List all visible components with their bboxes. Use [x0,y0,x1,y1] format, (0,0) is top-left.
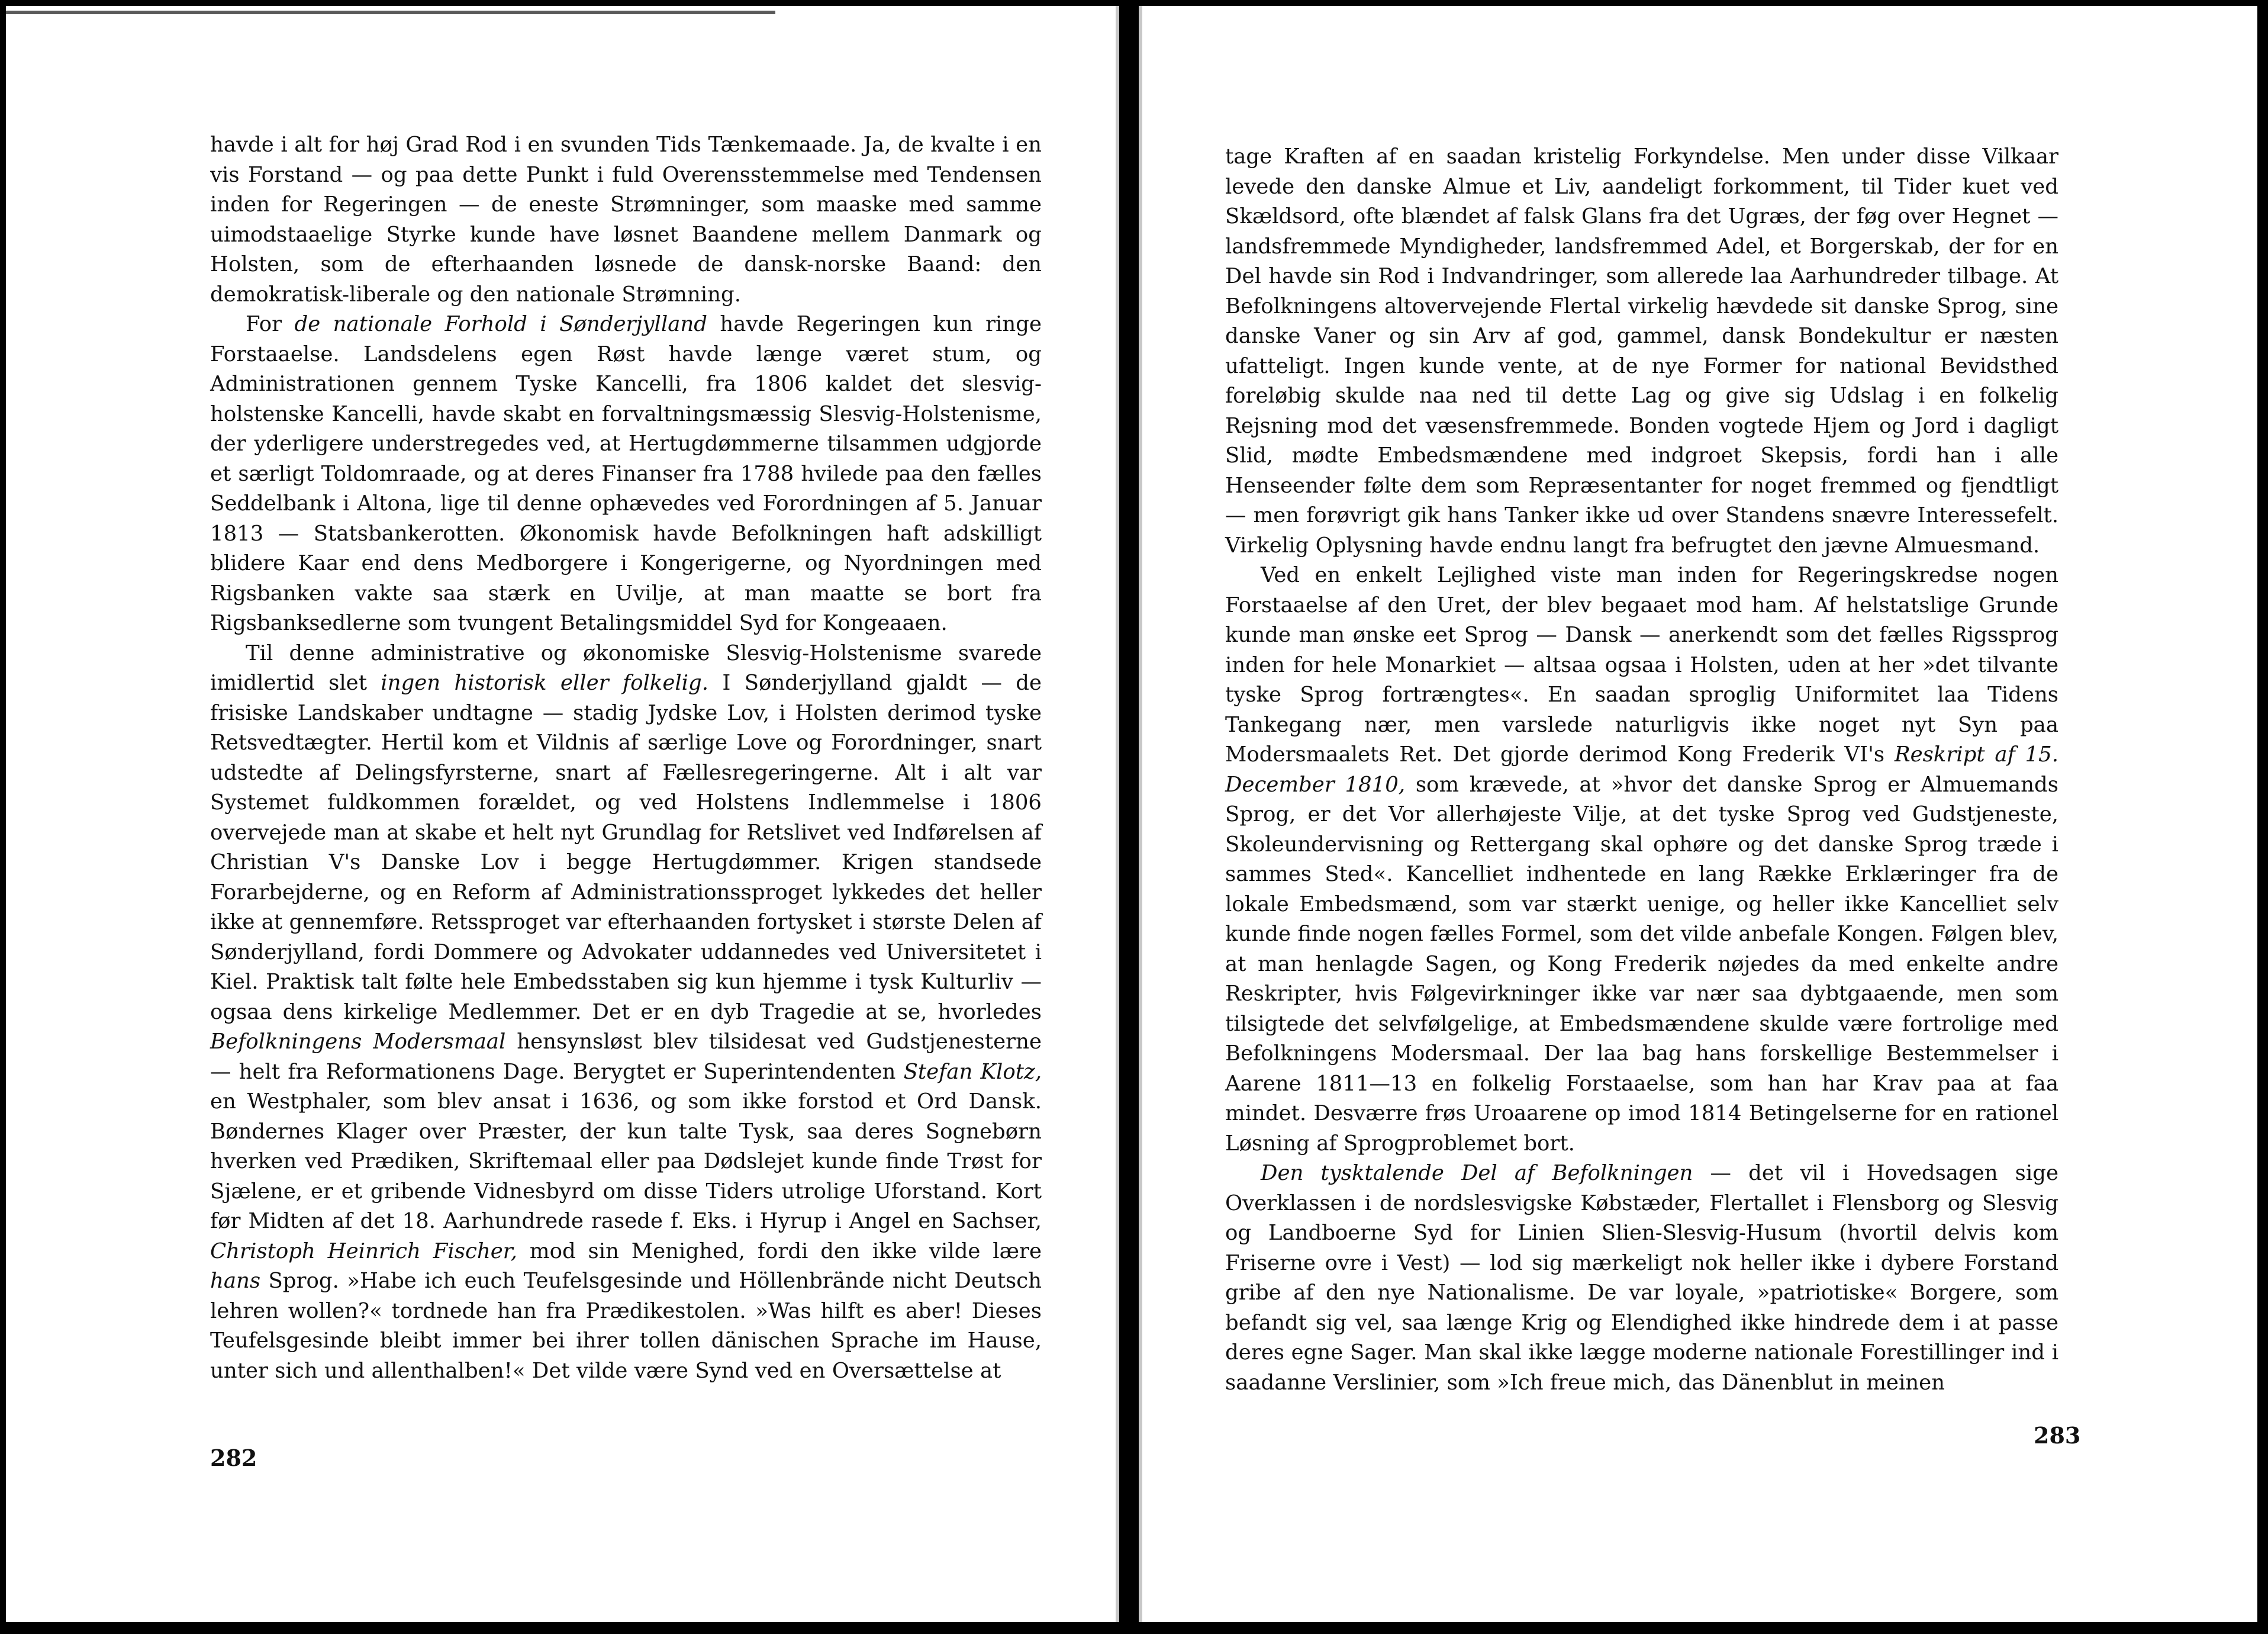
text-run: som krævede, at »hvor det danske Sprog er Almuemands Sprog, er det Vor allerhøjeste Vilje, at det tyske Sprog ved Gudstjeneste, Skoleundervisning og Rettergang skal ophøre og det danske Sprog træde i sammes Sted«. Kancelliet indhentede en lang Række Erklæringer fra de lokale Embedsmænd, som var stærkt uenige, og heller ikke Kancelliet selv kunde finde nogen fælles Formel, som det vilde anbefale Kongen. Følgen blev, at man henlagde Sagen, og Kong Frederik nøjedes da med enkelte andre Reskripter, hvis Følgevirkninger ikke var nær saa dybtgaaende, men som tilsigtede det selvfølgelige, at Embedsmændene skulde være fortrolige med Befolkningens Modersmaal. Der laa bag hans forskellige Bestemmelser i Aarene 1811—13 en folkelig Forstaaelse, som han har Krav paa at faa mindet. Desværre frøs Uroaarene op imod 1814 Betingelserne for en rationel Løsning af Sprogproblemet bort. [1225,772,2058,1156]
italic-text: Stefan Klotz, [903,1059,1042,1084]
left-page [6,6,1116,1622]
paragraph [1225,142,2058,561]
left-page-text [210,130,1042,1386]
italic-text: ingen historisk eller folkelig. [381,671,709,695]
italic-text: Reskript af 15. December 1810, [1225,742,2058,797]
text-run: Ved en enkelt Lejlighed viste man inden for Regeringskredse nogen Forstaaelse af den Uret, der blev begaaet mod ham. Af helstatslige Grunde kunde man ønske eet Sprog — Dansk — anerkendt som det fælles Rigssprog inden for hele Monarkiet — altsaa ogsaa i Holsten, uden at her »det tilvante tyske Sprog fortrængtes«. En saadan sproglig Uniformitet laa Tidens Tankegang nær, men varslede naturligvis ikke noget nyt Syn paa Modersmaalets Ret. Det gjorde derimod Kong Frederik VI's [1225,563,2058,767]
text-run: Sprog. »Habe ich euch Teufelsgesinde und Höllenbrände nicht Deutsch lehren wollen?« tordnede han fra Prædikestolen. »Was hilft es aber! Dieses Teufelsgesinde bleibt immer bei ihrer tollen dänischen Sprache im Hause, unter sich und allenthalben!« Det vilde være Synd ved en Oversættelse at [210,1269,1042,1383]
text-run: I Sønderjylland gjaldt — de frisiske Landskaber undtagne — stadig Jydske Lov, i Holsten derimod tyske Retsvedtægter. Hertil kom et Vildnis af særlige Love og Forordninger, snart udstedte af Delingsfyrsterne, snart af Fællesregeringerne. Alt i alt var Systemet fuldkommen forældet, og ved Holstens Indlemmelse i 1806 overvejede man at skabe et helt nyt Grundlag for Retslivet ved Indførelsen af Christian V's Danske Lov i begge Hertugdømmer. Krigen standsede Forarbejderne, og en Reform af Administrationssproget lykkedes det heller ikke at gennemføre. Retssproget var efterhaanden fortysket i største Delen af Sønderjylland, fordi Dommere og Advokater uddannedes ved Universitetet i Kiel. Praktisk talt følte hele Embedsstaben sig kun hjemme i tysk Kulturliv — ogsaa dens kirkelige Medlemmer. Det er en dyb Tragedie at se, hvorledes [210,671,1042,1024]
text-run: tage Kraften af en saadan kristelig Forkyndelse. Men under disse Vilkaar levede den danske Almue et Liv, aandeligt forkomment, til Tider kuet ved Skældsord, ofte blændet af falsk Glans fra det Ugræs, der føg over Hegnet — landsfremmede Myndigheder, landsfremmed Adel, et Borgerskab, der for en Del havde sin Rod i Indvandringer, som allerede laa Aarhundreder tilbage. At Befolkningens altovervejende Flertal virkelig hævdede sit danske Sprog, sine danske Vaner og sin Arv af god, gammel, dansk Bondekultur er næsten ufatteligt. Ingen kunde vente, at de nye Former for national Bevidsthed foreløbig skulde naa ned til dette Lag og give sig Udslag i en folkelig Rejsning mod det væsensfremmede. Bonden vogtede Hjem og Jord i dagligt Slid, mødte Embedsmændene med indgroet Skepsis, fordi han i alle Henseender følte dem som Repræsentanter for noget fremmed og fjendtligt — men forøvrigt gik hans Tanker ikke ud over Standens snævre Interessefelt. Virkelig Oplysning havde endnu langt fra befrugtet den jævne Almuesmand. [1225,144,2058,558]
gutter-edge-left [1116,6,1119,1622]
right-page-text [1225,142,2058,1398]
text-run: en Westphaler, som blev ansat i 1636, og som ikke forstod et Ord Dansk. Bøndernes Klager over Præster, der kun talte Tysk, saa deres Sognebørn hverken ved Prædiken, Skriftemaal eller paa Dødslejet kunde finde Trøst for Sjælene, er et gribende Vidnesbyrd om disse Tiders utrolige Uforstand. Kort før Midten af det 18. Aarhundrede rasede f. Eks. i Hyrup i Angel en Sachser, [210,1089,1042,1233]
scan-edge-mark [6,11,775,14]
paragraph [1225,1159,2058,1398]
left-page-number: 282 [210,1445,257,1471]
text-run: havde Regeringen kun ringe Forstaaelse. Landsdelens egen Røst havde længe været stum, og Administrationen gennem Tyske Kancelli, fra 1806 kaldet det slesvig-holstenske Kancelli, havde skabt en forvaltningsmæssig Slesvig-Holstenisme, der yderligere understregedes ved, at Hertugdømmerne tilsammen udgjorde et særligt Toldomraade, og at deres Finanser fra 1788 hvilede paa den fælles Seddelbank i Altona, lige til denne ophævedes ved Forordningen af 5. Januar 1813 — Statsbankerotten. Økonomisk havde Befolkningen haft adskilligt blidere Kaar end dens Medborgere i Kongerigerne, og Nyordningen med Rigsbanken vakte saa stærk en Uvilje, at man maatte se bort fra Rigsbanksedlerne som tvungent Betalingsmiddel Syd for Kongeaaen. [210,312,1042,635]
text-run: For [246,312,295,336]
italic-text: Den tysktalende Del af Befolkningen [1261,1161,1693,1185]
text-run: hensynsløst blev tilsidesat ved Gudstjenesterne — helt fra Reformationens Dage. Berygtet er Superintendenten [210,1030,1042,1084]
text-run: havde i alt for høj Grad Rod i en svunden Tids Tænkemaade. Ja, de kvalte i en vis Forstand — og paa dette Punkt i fuld Overensstemmelse med Tendensen inden for Regeringen — de eneste Strømninger, som maaske med samme uimodstaaelige Styrke kunde have løsnet Baandene mellem Danmark og Holsten, som de efterhaanden løsnede de dansk-norske Baand: den demokratisk-liberale og den nationale Strømning. [210,133,1042,307]
right-page [1142,6,2257,1622]
paragraph [210,639,1042,1387]
italic-text: Christoph Heinrich Fischer, [210,1239,518,1263]
italic-text: hans [210,1269,261,1293]
italic-text: Befolkningens Modersmaal [210,1030,506,1054]
text-run: — det vil i Hovedsagen sige Overklassen i de nordslesvigske Købstæder, Flertallet i Flensborg og Slesvig og Landboerne Syd for Linien Slien-Slesvig-Husum (hvortil delvis kom Friserne ovre i Vest) — lod sig mærkeligt nok heller ikke i dybere Forstand gribe af den nye Nationalisme. De var loyale, »patriotiske« Borgere, som befandt sig vel, saa længe Krig og Elendighed ikke hindrede dem i at passe deres egne Sager. Man skal ikke lægge moderne nationale Forestillinger ind i saadanne Verslinier, som »Ich freue mich, das Dänenblut in meinen [1225,1161,2058,1395]
text-run: Til denne administrative og økonomiske Slesvig-Holstenisme svarede imidlertid slet [210,641,1042,695]
paragraph [1225,561,2058,1159]
text-run: mod sin Menighed, fordi den ikke vilde lære [517,1239,1042,1263]
italic-text: de nationale Forhold i Sønderjylland [294,312,707,336]
paragraph [210,310,1042,639]
right-page-number: 283 [2034,1422,2081,1449]
paragraph [210,130,1042,310]
